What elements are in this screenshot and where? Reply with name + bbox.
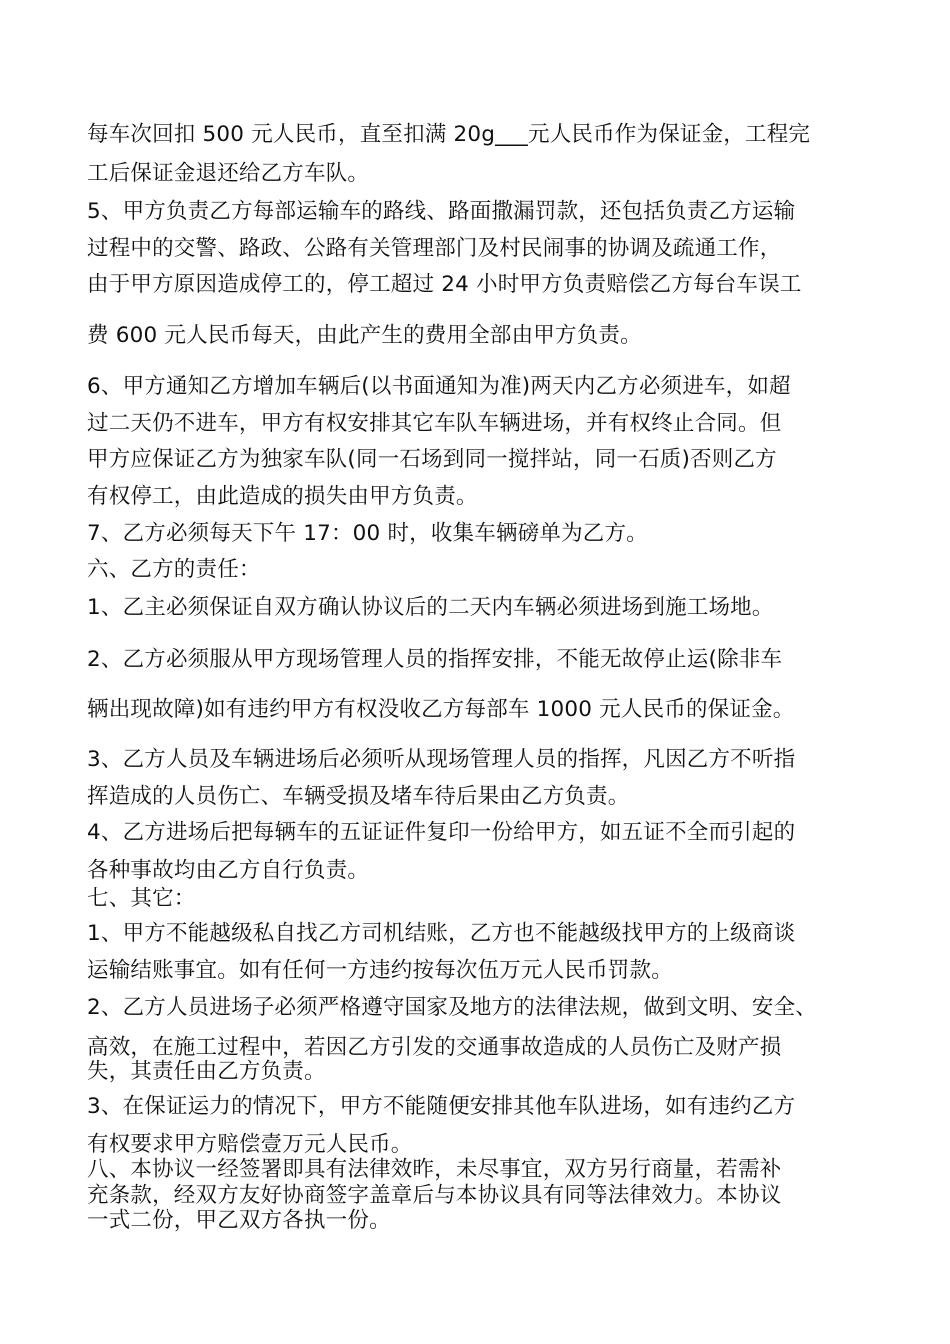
text-line: 七、其它： xyxy=(87,886,196,911)
text-line: 4、乙方进场后把每辆车的五证证件复印一份给甲方，如五证不全而引起的 xyxy=(87,820,796,845)
text-line: 六、乙方的责任： xyxy=(87,557,261,582)
text-line: 辆出现故障)如有违约甲方有权没收乙方每部车 1000 元人民币的保证金。 xyxy=(87,697,795,722)
text-line: 各种事故均由乙方自行负责。 xyxy=(87,858,370,883)
text-line: 失，其责任由乙方负责。 xyxy=(87,1059,326,1084)
text-line: 甲方应保证乙方为独家车队(同一石场到同一搅拌站，同一石质)否则乙方 xyxy=(87,447,777,472)
text-line: 由于甲方原因造成停工的，停工超过 24 小时甲方负责赔偿乙方每台车误工 xyxy=(87,272,802,297)
text-line: 充条款，经双方友好协商签字盖章后与本协议具有同等法律效力。本协议 xyxy=(87,1183,782,1208)
text-line: 高效，在施工过程中，若因乙方引发的交通事故造成的人员伤亡及财产损 xyxy=(87,1035,782,1060)
text-line: 2、乙方必须服从甲方现场管理人员的指挥安排，不能无故停止运(除非车 xyxy=(87,647,783,672)
text-line: 5、甲方负责乙方每部运输车的路线、路面撒漏罚款，还包括负责乙方运输 xyxy=(87,199,796,224)
text-line: 3、乙方人员及车辆进场后必须听从现场管理人员的指挥，凡因乙方不听指 xyxy=(87,747,796,772)
text-line: 7、乙方必须每天下午 17：00 时，收集车辆磅单为乙方。 xyxy=(87,521,648,546)
text-line: 1、甲方不能越级私自找乙方司机结账，乙方也不能越级找甲方的上级商谈 xyxy=(87,921,796,946)
text-line: 3、在保证运力的情况下，甲方不能随便安排其他车队进场，如有违约乙方 xyxy=(87,1094,796,1119)
text-line: 1、乙主必须保证自双方确认协议后的二天内车辆必须进场到施工场地。 xyxy=(87,595,774,620)
text-line: 费 600 元人民币每天，由此产生的费用全部由甲方负责。 xyxy=(87,323,642,348)
text-line: 有权停工，由此造成的损失由甲方负责。 xyxy=(87,484,478,509)
text-line: 每车次回扣 500 元人民币，直至扣满 20g___元人民币作为保证金，工程完 xyxy=(87,122,811,147)
text-line: 一式二份，甲乙双方各执一份。 xyxy=(87,1208,391,1233)
text-line: 工后保证金退还给乙方车队。 xyxy=(87,161,370,186)
text-line: 过程中的交警、路政、公路有关管理部门及村民闹事的协调及疏通工作， xyxy=(87,236,782,261)
text-line: 运输结账事宜。如有任何一方违约按每次伍万元人民币罚款。 xyxy=(87,958,673,983)
text-line: 2、乙方人员进场子必须严格遵守国家及地方的法律法规，做到文明、安全、 xyxy=(87,995,817,1020)
text-line: 八、本协议一经签署即具有法律效昨，未尽事宜，双方另行商量，若需补 xyxy=(87,1157,782,1182)
text-line: 6、甲方通知乙方增加车辆后(以书面通知为准)两天内乙方必须进车，如超 xyxy=(87,374,791,399)
text-line: 挥造成的人员伤亡、车辆受损及堵车待后果由乙方负责。 xyxy=(87,784,630,809)
text-line: 有权要求甲方赔偿壹万元人民币。 xyxy=(87,1132,413,1157)
text-line: 过二天仍不进车，甲方有权安排其它车队车辆进场，并有权终止合同。但 xyxy=(87,411,782,436)
